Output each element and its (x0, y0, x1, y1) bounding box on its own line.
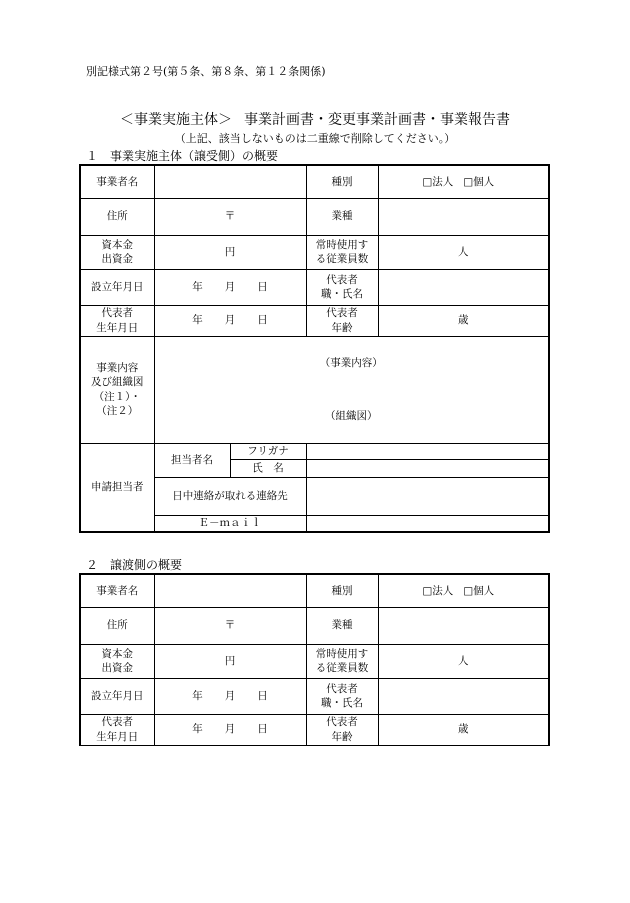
s2-representative-label: 代表者 職・氏名 (306, 678, 378, 714)
address-field[interactable] (154, 198, 306, 235)
rep-birth-label: 代表者 生年月日 (80, 305, 154, 336)
page-title (0, 109, 630, 129)
s2-type-options (378, 574, 549, 607)
name-field[interactable] (306, 459, 549, 477)
name-label: 氏 名 (230, 459, 306, 477)
form-id: 別記様式第２号(第５条、第８条、第１２条関係) (86, 65, 326, 78)
age-unit: 歳 (458, 314, 469, 327)
s2-business-name-field[interactable] (154, 574, 306, 607)
s2-yen-unit: 円 (224, 654, 236, 667)
section1-table (79, 164, 550, 533)
rep-birth-field[interactable]: 年 月 日 (154, 305, 306, 336)
rep-age-field[interactable] (378, 305, 549, 336)
business-content-field[interactable] (154, 336, 549, 443)
representative-field[interactable] (378, 269, 549, 305)
representative-label: 代表者 職・氏名 (306, 269, 378, 305)
s2-representative-field[interactable] (378, 678, 549, 714)
s2-established-field[interactable]: 年 月 日 (154, 678, 306, 714)
title-main: ＜事業実施主体＞ (120, 112, 232, 128)
s2-business-name-label: 事業者名 (80, 574, 154, 607)
section2-table (79, 573, 550, 746)
established-label: 設立年月日 (80, 269, 154, 305)
s2-type-label: 種別 (306, 574, 378, 607)
postal-mark: 〒 (224, 210, 236, 223)
org-chart-hint: （組織図） (325, 409, 378, 422)
s2-postal-mark: 〒 (224, 619, 236, 632)
employees-field[interactable] (378, 235, 549, 269)
type-label: 種別 (306, 165, 378, 198)
type-options (378, 165, 549, 198)
s2-capital-label: 資本金 出資金 (80, 644, 154, 678)
s2-rep-age-label: 代表者 年齢 (306, 714, 378, 745)
furigana-field[interactable] (306, 443, 549, 459)
industry-field[interactable] (378, 198, 549, 235)
daytime-contact-field[interactable] (306, 477, 549, 515)
s2-type-individual-checkbox[interactable]: □個人 (463, 584, 495, 597)
person-label: 担当者名 (154, 443, 230, 477)
s2-persons-unit: 人 (458, 654, 469, 667)
s2-type-corporate-checkbox[interactable]: □法人 (422, 584, 454, 597)
daytime-contact-label: 日中連絡が取れる連絡先 (154, 477, 306, 515)
rep-age-label: 代表者 年齢 (306, 305, 378, 336)
s2-rep-age-field[interactable] (378, 714, 549, 745)
type-corporate-checkbox[interactable]: □法人 (422, 175, 454, 188)
s2-rep-birth-label: 代表者 生年月日 (80, 714, 154, 745)
address-label: 住所 (80, 198, 154, 235)
s2-employees-field[interactable] (378, 644, 549, 678)
industry-label: 業種 (306, 198, 378, 235)
email-field[interactable] (306, 515, 549, 532)
title-sub: 事業計画書・変更事業計画書・事業報告書 (244, 112, 510, 128)
business-name-field[interactable] (154, 165, 306, 198)
s2-capital-field[interactable] (154, 644, 306, 678)
persons-unit: 人 (458, 245, 469, 258)
s2-employees-label: 常時使用す る従業員数 (306, 644, 378, 678)
furigana-label: フリガナ (230, 443, 306, 459)
content-hint: （事業内容） (319, 357, 383, 370)
section1-heading: １ 事業実施主体（譲受側）の概要 (86, 149, 279, 163)
email-label: Ｅ－ｍａｉｌ (154, 515, 306, 532)
employees-label: 常時使用す る従業員数 (306, 235, 378, 269)
s2-address-label: 住所 (80, 607, 154, 644)
s2-address-field[interactable] (154, 607, 306, 644)
business-content-label: 事業内容 及び組織図 （注１）・ （注２） (80, 336, 154, 443)
type-individual-checkbox[interactable]: □個人 (463, 175, 495, 188)
contact-label: 申請担当者 (80, 443, 154, 532)
deletion-note: （上記、該当しないものは二重線で削除してください。） (174, 132, 456, 145)
s2-rep-birth-field[interactable]: 年 月 日 (154, 714, 306, 745)
capital-label: 資本金 出資金 (80, 235, 154, 269)
business-name-label: 事業者名 (80, 165, 154, 198)
s2-established-label: 設立年月日 (80, 678, 154, 714)
established-field[interactable]: 年 月 日 (154, 269, 306, 305)
section2-heading: ２ 譲渡側の概要 (86, 558, 183, 572)
capital-field[interactable] (154, 235, 306, 269)
s2-age-unit: 歳 (458, 723, 469, 736)
s2-industry-field[interactable] (378, 607, 549, 644)
s2-industry-label: 業種 (306, 607, 378, 644)
yen-unit: 円 (224, 245, 236, 258)
